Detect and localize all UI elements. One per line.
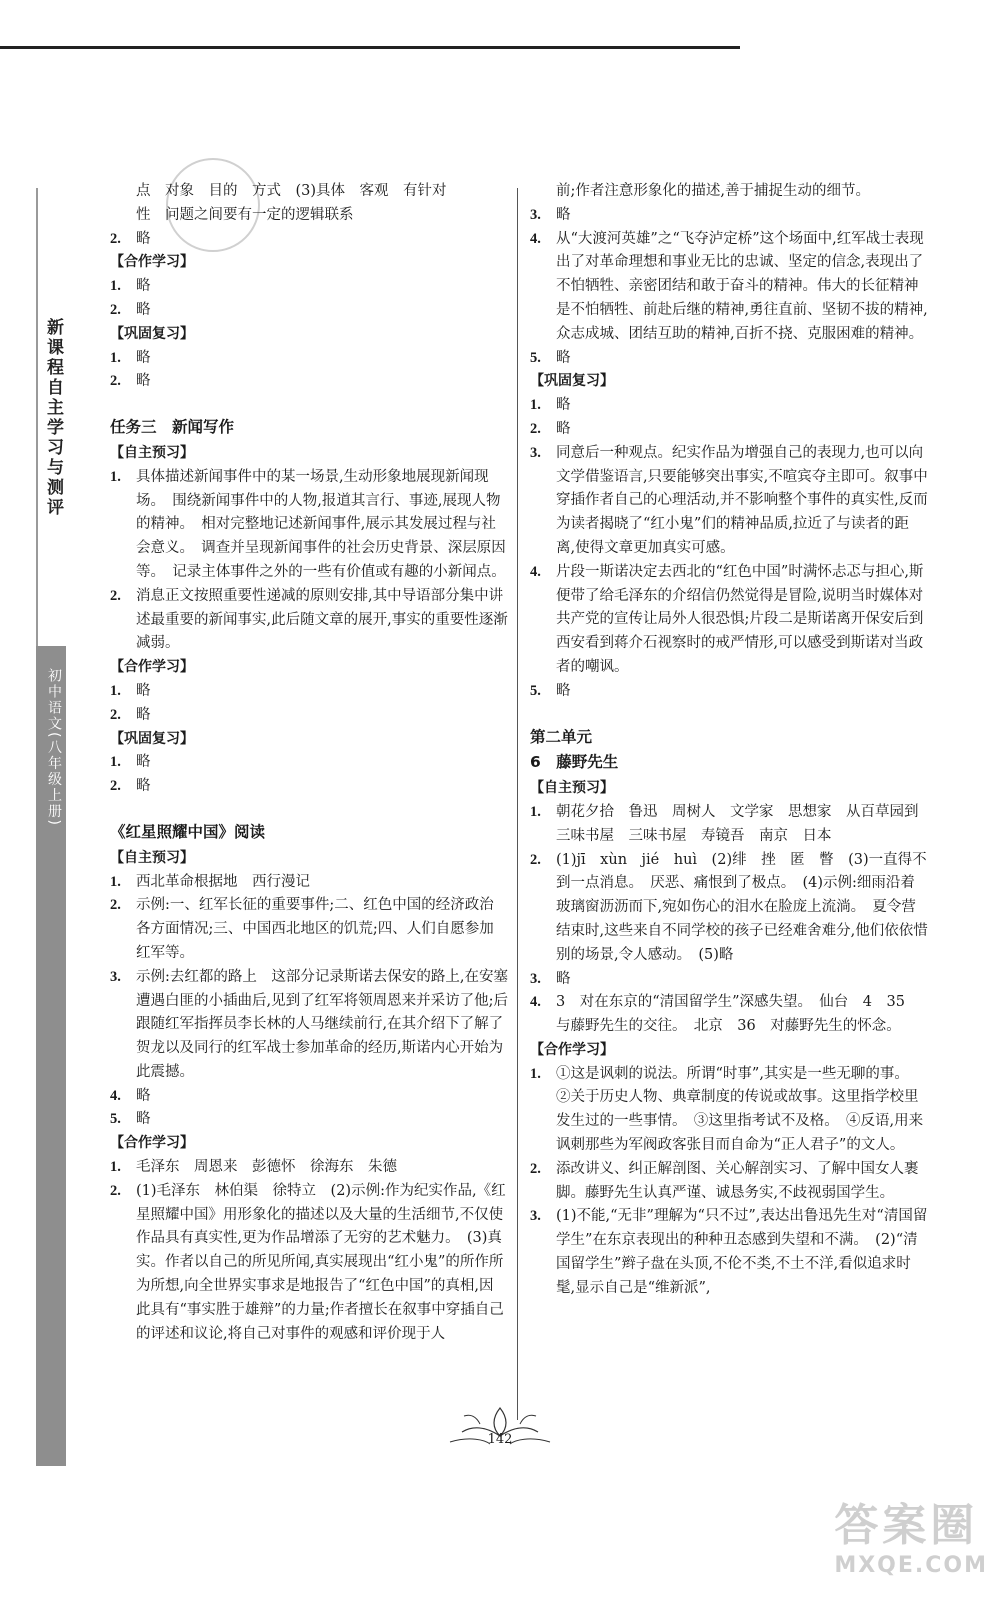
book-title: 新课程自主学习与测评 xyxy=(43,318,63,518)
item-text: 略 xyxy=(136,1087,151,1104)
section-label: 【自主预习】 xyxy=(530,780,614,797)
item-number: 3. xyxy=(530,206,541,223)
item-text: (1)毛泽东 林伯渠 徐特立 (2)示例:作为纪实作品,《红星照耀中国》用形象化的描述以及大量的生活细节,不仅使作品具有真实性,更为作品增添了无穷的艺术魅力。 (3)真实。作者以自己的所见所闻,真实展现出“红小鬼”的所作所为所想,向全世界实事求是地报告了“红色中国”的真相,因此具有“事实胜于雄辩”的力量;作者擅长在叙事中穿插自己的评述和议论,将自己对事件的观感和评价现于人 xyxy=(136,1182,506,1342)
answer-item xyxy=(530,849,928,968)
item-text: 略 xyxy=(556,970,571,987)
answer-item xyxy=(110,1180,508,1347)
item-text: 添改讲义、纠正解剖图、关心解剖实习、了解中国女人裹脚。藤野先生认真严谨、诚恳务实,不歧视弱国学生。 xyxy=(556,1160,919,1201)
item-number: 1. xyxy=(110,468,121,485)
item-number: 1. xyxy=(530,397,541,414)
item-text: 略 xyxy=(136,230,151,247)
answer-item xyxy=(530,204,928,228)
answer-item xyxy=(110,704,508,728)
section-label: 【自主预习】 xyxy=(110,444,194,461)
item-number: 2. xyxy=(530,1160,541,1177)
watermark-sub: MXQE.COM xyxy=(834,1553,988,1578)
answer-item xyxy=(110,585,508,656)
answer-item xyxy=(530,228,928,347)
answer-item xyxy=(530,1063,928,1158)
item-number: 2. xyxy=(110,587,121,604)
section-title: 《红星照耀中国》阅读 xyxy=(110,822,266,841)
answer-item xyxy=(530,561,928,680)
item-number: 2. xyxy=(110,230,121,247)
item-number: 2. xyxy=(110,373,121,390)
section-label: 【自主预习】 xyxy=(110,849,194,866)
answer-item xyxy=(530,394,928,418)
item-number: 2. xyxy=(110,301,121,318)
answer-item xyxy=(530,442,928,561)
page-number: 142 xyxy=(487,1432,513,1447)
footer-ornament-icon xyxy=(440,1398,560,1458)
section-label: 【巩固复习】 xyxy=(110,325,194,342)
item-number: 1. xyxy=(110,349,121,366)
item-number: 1. xyxy=(530,803,541,820)
item-number: 2. xyxy=(530,420,541,437)
item-text: 略 xyxy=(556,397,571,414)
item-text: 略 xyxy=(136,706,151,723)
item-text: 示例:一、红军长征的重要事件;二、红色中国的经济政治各方面情况;三、中国西北地区的饥荒;四、人们自愿参加红军等。 xyxy=(136,897,494,961)
item-text: 3 对在东京的“清国留学生”深感失望。 仙台 4 35 与藤野先生的交往。 北京 36 对藤野先生的怀念。 xyxy=(556,994,920,1035)
column-divider xyxy=(517,188,518,1420)
item-text: (1)jī xùn jié huì (2)绯 挫 匿 瞥 (3)一直得不到一点消息。 厌恶、痛恨到了极点。 (4)示例:细雨沿着玻璃窗沥沥而下,宛如伤心的泪水在脸庞上流淌。 夏令营结束时,这些来自不同学校的孩子已经难舍难分,他们依依惜别的场景,令人感动。 (5)略 xyxy=(556,851,928,963)
item-number: 3. xyxy=(530,1208,541,1225)
item-text: 略 xyxy=(556,206,571,223)
item-number: 4. xyxy=(530,994,541,1011)
item-number: 1. xyxy=(110,682,121,699)
item-text: 同意后一种观点。纪实作品为增强自己的表现力,也可以向文学借鉴语言,只要能够突出事实,不喧宾夺主即可。叙事中穿插作者自己的心理活动,并不影响整个事件的真实性,反而为读者揭晓了“红小鬼”们的精神品质,拉近了与读者的距离,使得文章更加真实可感。 xyxy=(556,444,928,556)
grade-label: 初中语文(八年级上册) xyxy=(46,668,62,827)
answer-item xyxy=(530,801,928,849)
answer-item xyxy=(110,370,508,394)
item-text: 片段一斯诺决定去西北的“红色中国”时满怀忐忑与担心,斯便带了给毛泽东的介绍信仍然觉得是冒险,说明当时媒体对共产党的宣传让局外人很恐惧;片段二是斯诺离开保安后到西安看到蒋介石视察时的戒严情形,可以感受到斯诺对当政者的嘲讽。 xyxy=(556,563,924,675)
answer-item xyxy=(110,775,508,799)
answer-item xyxy=(530,968,928,992)
item-number: 5. xyxy=(110,1111,121,1128)
answer-item xyxy=(110,871,508,895)
item-text: 略 xyxy=(136,349,151,366)
answer-item xyxy=(110,751,508,775)
item-text: 毛泽东 周恩来 彭德怀 徐海东 朱德 xyxy=(136,1159,397,1176)
section-title: 6 藤野先生 xyxy=(530,753,619,772)
item-number: 2. xyxy=(110,1182,121,1199)
watermark-main: 答案圈 xyxy=(834,1500,979,1551)
item-text: 从“大渡河英雄”之“飞夺泸定桥”这个场面中,红军战士表现出了对革命理想和事业无比的忠诚、坚定的信念,表现出了不怕牺牲、亲密团结和敢于奋斗的精神。伟大的长征精神是不怕牺牲、前赴后继的精神,勇往直前、坚韧不拔的精神,众志成城、团结互助的精神,百折不挠、克服困难的精神。 xyxy=(556,230,928,342)
answer-item xyxy=(530,418,928,442)
answer-item xyxy=(110,1156,508,1180)
section-label: 【巩固复习】 xyxy=(530,373,614,390)
item-number: 5. xyxy=(530,349,541,366)
item-number: 1. xyxy=(110,278,121,295)
top-rule xyxy=(0,46,740,49)
item-text: (1)不能,“无非”理解为“只不过”,表达出鲁迅先生对“清国留学生”在东京表现出的种种丑态感到失望和不满。 (2)“清国留学生”辫子盘在头顶,不伦不类,不土不洋,看似追求时髦,显示自己是“维新派”, xyxy=(556,1208,928,1296)
item-number: 5. xyxy=(530,682,541,699)
item-text: 略 xyxy=(556,682,571,699)
answer-item xyxy=(530,1158,928,1206)
item-text: 朝花夕拾 鲁迅 周树人 文学家 思想家 从百草园到三味书屋 三味书屋 寿镜吾 南京 日本 xyxy=(556,803,919,844)
item-text: 略 xyxy=(136,754,151,771)
section-label: 【合作学习】 xyxy=(110,659,194,676)
answer-item xyxy=(110,228,508,252)
continuation-line: 性 问题之间要有一定的逻辑联系 xyxy=(136,206,354,223)
item-text: 略 xyxy=(136,373,151,390)
right-column xyxy=(530,180,928,1301)
item-number: 2. xyxy=(110,897,121,914)
item-number: 4. xyxy=(530,230,541,247)
item-number: 2. xyxy=(110,706,121,723)
item-number: 1. xyxy=(110,1159,121,1176)
item-text: 略 xyxy=(556,349,571,366)
item-text: 略 xyxy=(556,420,571,437)
section-title: 任务三 新闻写作 xyxy=(110,418,235,437)
answer-item xyxy=(530,680,928,704)
item-number: 3. xyxy=(530,970,541,987)
item-number: 2. xyxy=(530,851,541,868)
item-number: 3. xyxy=(110,968,121,985)
section-label: 【合作学习】 xyxy=(110,1135,194,1152)
answer-item xyxy=(110,299,508,323)
answer-item xyxy=(110,1085,508,1109)
answer-item xyxy=(110,966,508,1085)
section-label: 【巩固复习】 xyxy=(110,730,194,747)
item-number: 4. xyxy=(530,563,541,580)
answer-item xyxy=(530,1205,928,1300)
item-number: 1. xyxy=(110,873,121,890)
item-text: 具体描述新闻事件中的某一场景,生动形象地展现新闻现场。 围绕新闻事件中的人物,报道其言行、事迹,展现人物的精神。 相对完整地记述新闻事件,展示其发展过程与社会意义。 调查并呈现新闻事件的社会历史背景、深层原因等。 记录主体事件之外的一些有价值或有趣的小新闻点。 xyxy=(136,468,506,580)
answer-item xyxy=(110,466,508,585)
section-title: 第二单元 xyxy=(530,727,593,746)
section-label: 【合作学习】 xyxy=(530,1041,614,1058)
answer-item xyxy=(530,991,928,1039)
item-number: 3. xyxy=(530,444,541,461)
item-text: 略 xyxy=(136,682,151,699)
answer-item xyxy=(110,894,508,965)
watermark xyxy=(834,1489,988,1578)
answer-item xyxy=(530,347,928,371)
item-text: ①这是讽刺的说法。所谓“时事”,其实是一些无聊的事。 ②关于历史人物、典章制度的传说或故事。这里指学校里发生过的一些事情。 ③这里指考试不及格。 ④反语,用来讽刺那些为军阀政客张目而自命为“正人君子”的文人。 xyxy=(556,1065,924,1154)
item-text: 略 xyxy=(136,301,151,318)
continuation-line: 点 对象 目的 方式 (3)具体 客观 有针对 xyxy=(136,183,447,199)
item-text: 略 xyxy=(136,778,151,795)
section-label: 【合作学习】 xyxy=(110,254,194,271)
item-number: 1. xyxy=(110,754,121,771)
item-text: 消息正文按照重要性递减的原则安排,其中导语部分集中讲述最重要的新闻事实,此后随文章的展开,事实的重要性逐渐减弱。 xyxy=(136,587,508,652)
continuation-line: 前;作者注意形象化的描述,善于捕捉生动的细节。 xyxy=(556,183,870,199)
answer-item xyxy=(110,680,508,704)
answer-item xyxy=(110,1108,508,1132)
left-column xyxy=(110,180,508,1346)
item-number: 2. xyxy=(110,778,121,795)
item-number: 4. xyxy=(110,1087,121,1104)
item-text: 示例:去红都的路上 这部分记录斯诺去保安的路上,在安塞遭遇白匪的小插曲后,见到了红军将领周恩来并采访了他;后跟随红军指挥员李长林的人马继续前行,在其介绍下了解了贺龙以及同行的红军战士参加革命的经历,斯诺内心开始为此震撼。 xyxy=(136,968,508,1080)
item-number: 1. xyxy=(530,1065,541,1082)
item-text: 西北革命根据地 西行漫记 xyxy=(136,873,310,890)
item-text: 略 xyxy=(136,1111,151,1128)
answer-item xyxy=(110,347,508,371)
answer-item xyxy=(110,275,508,299)
item-text: 略 xyxy=(136,278,151,295)
